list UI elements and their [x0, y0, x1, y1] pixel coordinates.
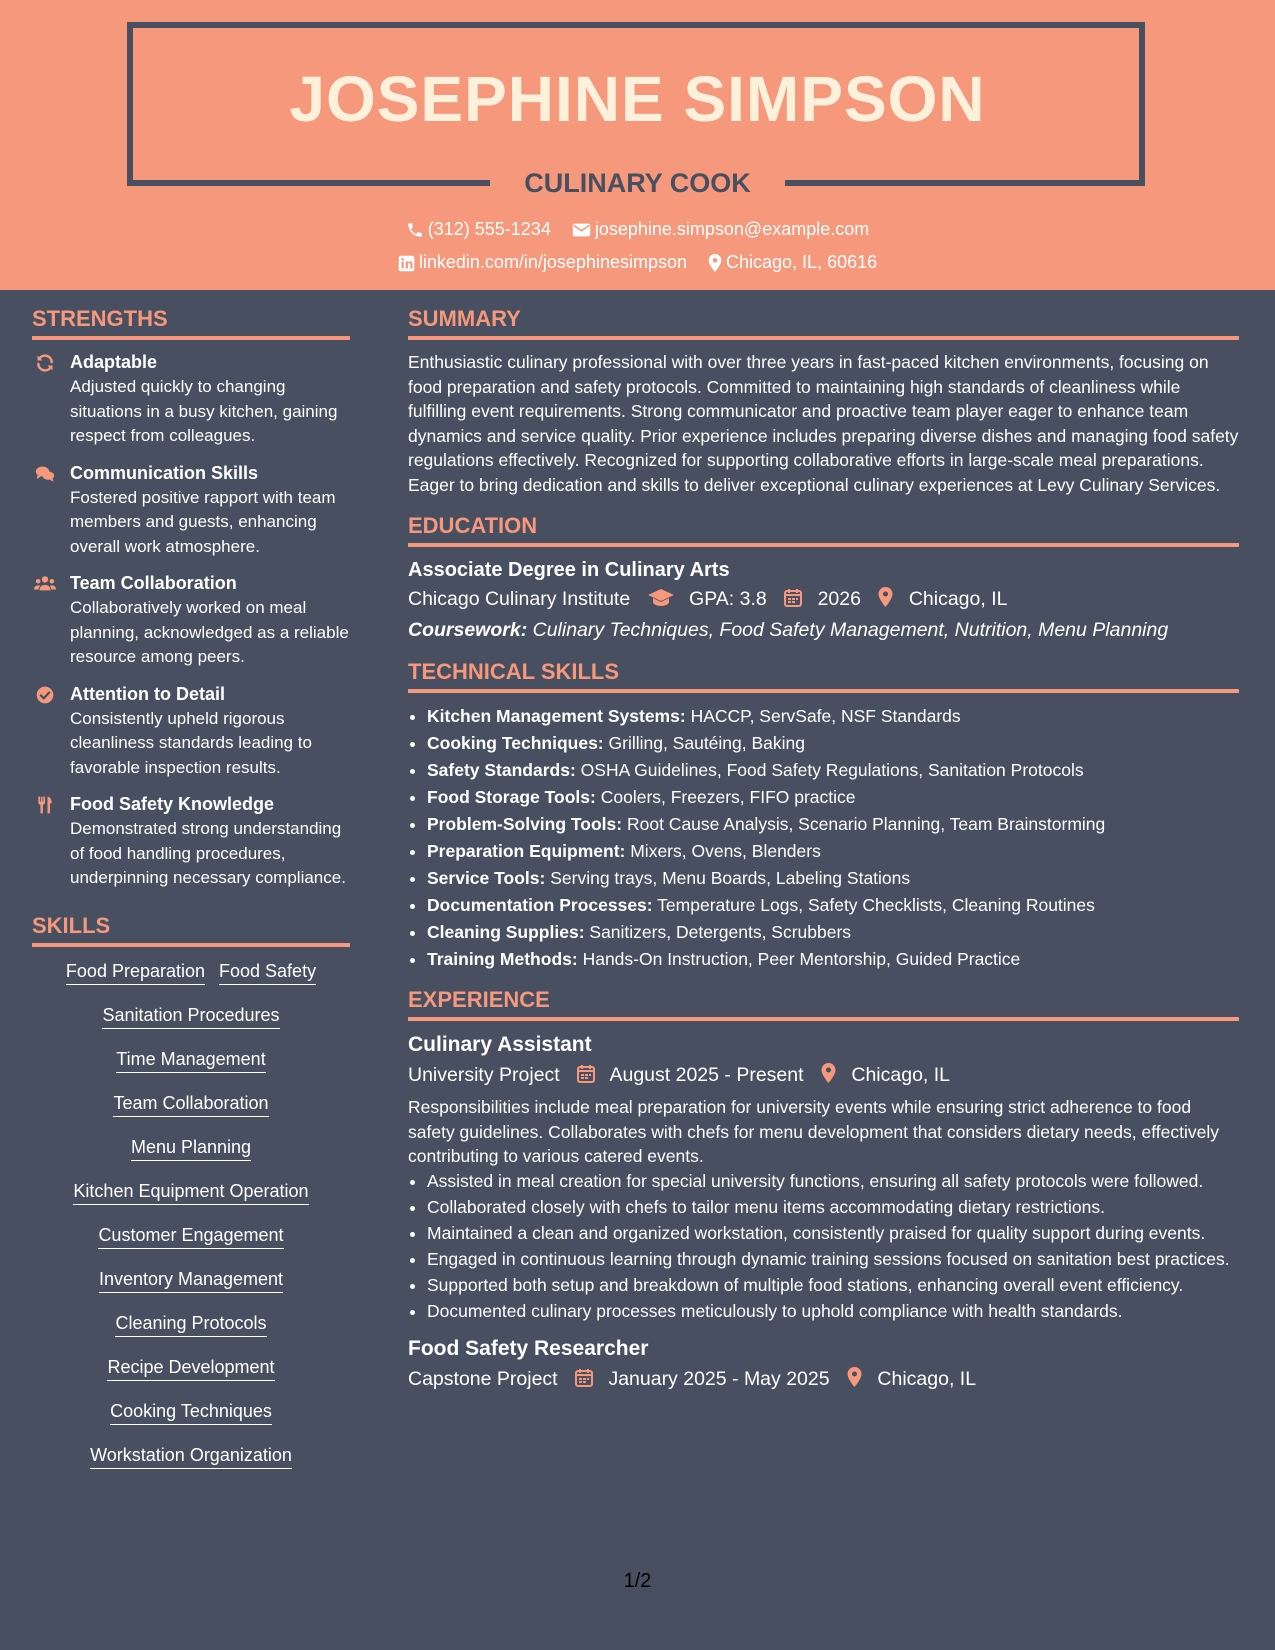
- technical-skills-heading: TECHNICAL SKILLS: [408, 659, 1239, 693]
- job-role: Culinary Assistant: [408, 1033, 592, 1056]
- calendar-icon: [577, 1064, 595, 1083]
- tech-skill-value: HACCP, ServSafe, NSF Standards: [690, 706, 961, 726]
- strength-title: Team Collaboration: [70, 573, 237, 593]
- list-item: • Collaborated closely with chefs to tailor menu items accommodating dietary restrictions.: [427, 1195, 1239, 1219]
- skill-tag: Menu Planning: [131, 1137, 251, 1161]
- skill-tag: Customer Engagement: [98, 1225, 283, 1249]
- experience-entry: [408, 1335, 1239, 1395]
- tech-skill-label: Problem-Solving Tools:: [427, 814, 623, 834]
- skill-tag: Sanitation Procedures: [102, 1005, 279, 1029]
- job-meta: [408, 1363, 1239, 1395]
- tech-skill-value: Root Cause Analysis, Scenario Planning, Team Brainstorming: [626, 814, 1106, 834]
- list-item: [427, 838, 1239, 865]
- school-name: Chicago Culinary Institute: [408, 588, 631, 610]
- job-bullets: [408, 1169, 1239, 1323]
- skills-list: [32, 961, 350, 1489]
- skill-tag: Food Preparation: [66, 961, 205, 985]
- map-pin-icon: [878, 587, 893, 607]
- list-item: [427, 703, 1239, 730]
- skill-tag: Time Management: [116, 1049, 265, 1073]
- tech-skill-label: Food Storage Tools:: [427, 787, 596, 807]
- list-item: [427, 811, 1239, 838]
- calendar-icon: [575, 1368, 593, 1387]
- tech-skill-value: Mixers, Ovens, Blenders: [630, 841, 821, 861]
- page-number: 1/2: [623, 1570, 652, 1592]
- utensils-icon: [34, 795, 56, 815]
- tech-skill-label: Kitchen Management Systems:: [427, 706, 686, 726]
- list-item: [427, 892, 1239, 919]
- skill-tag: Cooking Techniques: [110, 1401, 272, 1425]
- header: [0, 0, 1275, 290]
- job-org: Capstone Project: [408, 1367, 558, 1390]
- job-dates: August 2025 - Present: [609, 1064, 804, 1086]
- coursework-label: Coursework:: [408, 619, 528, 641]
- skill-tag: Recipe Development: [107, 1357, 274, 1381]
- location-text: Chicago, IL, 60616: [726, 252, 878, 272]
- list-item: • Documented culinary processes meticulously to uphold compliance with health standards.: [427, 1299, 1239, 1323]
- skill-tag: Workstation Organization: [90, 1445, 292, 1469]
- job-location: Chicago, IL: [851, 1064, 951, 1086]
- check-circle-icon: [34, 685, 56, 705]
- degree-title: Associate Degree in Culinary Arts: [408, 559, 730, 581]
- tech-skill-label: Documentation Processes:: [427, 895, 653, 915]
- strength-desc: Demonstrated strong understanding of food handling procedures, underpinning necessary compliance.: [70, 819, 346, 887]
- strength-title: Communication Skills: [70, 462, 259, 483]
- education-meta: [408, 583, 1239, 615]
- candidate-name: JOSEPHINE SIMPSON: [289, 63, 986, 135]
- calendar-icon: [784, 588, 802, 607]
- job-org: University Project: [408, 1064, 560, 1086]
- strength-item: [32, 571, 350, 670]
- phone-icon: [406, 221, 424, 239]
- job-dates: January 2025 - May 2025: [608, 1367, 830, 1390]
- strength-item: [32, 792, 350, 891]
- experience-heading: EXPERIENCE: [408, 987, 1239, 1021]
- list-item: • Assisted in meal creation for special university functions, ensuring all safety protocols were followed.: [427, 1169, 1239, 1193]
- strength-title: Attention to Detail: [70, 683, 225, 704]
- strength-item: [32, 350, 350, 449]
- tech-skill-value: Grilling, Sautéing, Baking: [608, 733, 805, 753]
- list-item: [427, 757, 1239, 784]
- tech-skill-value: Sanitizers, Detergents, Scrubbers: [589, 922, 852, 942]
- email-text: josephine.simpson@example.com: [594, 219, 870, 239]
- right-column: [408, 306, 1239, 1395]
- strength-title: Adaptable: [70, 352, 158, 372]
- list-item: [427, 946, 1239, 973]
- linkedin-icon: [398, 255, 415, 272]
- skill-tag: Inventory Management: [99, 1269, 283, 1293]
- strengths-heading: STRENGTHS: [32, 306, 350, 340]
- coursework: [408, 615, 1239, 645]
- phone-contact[interactable]: [406, 219, 556, 239]
- tech-skill-value: Hands-On Instruction, Peer Mentorship, Guided Practice: [582, 949, 1021, 969]
- skills-heading: SKILLS: [32, 913, 350, 947]
- tech-skill-label: Safety Standards:: [427, 760, 576, 780]
- graduation-year: 2026: [817, 588, 861, 610]
- skill-tag: Team Collaboration: [113, 1093, 268, 1117]
- job-location: Chicago, IL: [877, 1367, 977, 1390]
- list-item: [427, 730, 1239, 757]
- contact-row-1: [0, 219, 1275, 240]
- skill-tag: Kitchen Equipment Operation: [73, 1181, 308, 1205]
- tech-skill-value: Serving trays, Menu Boards, Labeling Stations: [550, 868, 911, 888]
- job-description: Responsibilities include meal preparation for university events while ensuring strict adherence to food safety guidelines. Collaborates with chefs for menu development that considers dietary needs, effectively contributing to various catered events.: [408, 1097, 1219, 1166]
- skill-tag: Food Safety: [219, 961, 316, 985]
- tech-skill-value: OSHA Guidelines, Food Safety Regulations, Sanitation Protocols: [580, 760, 1084, 780]
- tech-skill-value: Temperature Logs, Safety Checklists, Cleaning Routines: [657, 895, 1095, 915]
- experience-entry: [408, 1031, 1239, 1323]
- contact-row-2: [0, 252, 1275, 273]
- tech-skill-label: Cleaning Supplies:: [427, 922, 585, 942]
- envelope-icon: [572, 222, 591, 238]
- list-item: • Engaged in continuous learning through dynamic training sessions focused on sanitation best practices.: [427, 1247, 1239, 1271]
- list-item: • Supported both setup and breakdown of multiple food stations, enhancing overall event efficiency.: [427, 1273, 1239, 1297]
- chat-bubbles-icon: [34, 464, 56, 484]
- email-contact[interactable]: [572, 219, 869, 239]
- tech-skill-value: Coolers, Freezers, FIFO practice: [600, 787, 856, 807]
- tech-skill-label: Service Tools:: [427, 868, 546, 888]
- tech-skill-label: Training Methods:: [427, 949, 578, 969]
- location-contact: [708, 252, 877, 272]
- map-pin-icon: [821, 1063, 836, 1083]
- tech-skill-label: Preparation Equipment:: [427, 841, 626, 861]
- strength-desc: Collaboratively worked on meal planning, acknowledged as a reliable resource among peers.: [70, 598, 349, 666]
- job-title: CULINARY COOK: [524, 168, 751, 198]
- users-icon: [34, 574, 56, 594]
- list-item: • Maintained a clean and organized workstation, consistently praised for quality support during events.: [427, 1221, 1239, 1245]
- education-location: Chicago, IL: [908, 588, 1008, 610]
- strength-item: [32, 682, 350, 781]
- linkedin-contact[interactable]: [398, 252, 692, 272]
- strength-desc: Fostered positive rapport with team members and guests, enhancing overall work atmosphere.: [70, 487, 336, 556]
- gpa-text: GPA: 3.8: [689, 588, 767, 610]
- job-meta: [408, 1059, 1239, 1091]
- tech-skill-label: Cooking Techniques:: [427, 733, 604, 753]
- coursework-text: Culinary Techniques, Food Safety Management, Nutrition, Menu Planning: [532, 619, 1169, 641]
- summary-heading: SUMMARY: [408, 306, 1239, 340]
- map-pin-icon: [708, 254, 722, 272]
- phone-text: (312) 555-1234: [427, 219, 551, 239]
- strength-title: Food Safety Knowledge: [70, 794, 275, 814]
- map-pin-icon: [847, 1367, 862, 1387]
- strength-desc: Consistently upheld rigorous cleanliness standards leading to favorable inspection results.: [70, 708, 312, 777]
- skill-tag: Cleaning Protocols: [115, 1313, 266, 1337]
- linkedin-text: linkedin.com/in/josephinesimpson: [418, 252, 687, 272]
- list-item: [427, 919, 1239, 946]
- job-role: Food Safety Researcher: [408, 1336, 649, 1360]
- strength-desc: Adjusted quickly to changing situations in a busy kitchen, gaining respect from colleagues.: [70, 377, 338, 445]
- strength-item: [32, 461, 350, 560]
- refresh-icon: [34, 353, 56, 373]
- list-item: [427, 865, 1239, 892]
- education-heading: EDUCATION: [408, 513, 1239, 547]
- technical-skills-list: [408, 703, 1239, 973]
- summary-text: Enthusiastic culinary professional with over three years in fast-paced kitchen environments, focusing on food preparation and safety protocols. Committed to maintaining high standards of cleanliness while fulfilling event requirements. Strong communicator and proactive team player eager to enhance team dynamics and service quality. Prior experience includes preparing diverse dishes and managing food safety regulations effectively. Recognized for supporting collaborative efforts in large-scale meal preparations. Eager to bring dedication and skills to deliver exceptional culinary experiences at Levy Culinary Services.: [408, 352, 1239, 495]
- list-item: [427, 784, 1239, 811]
- graduation-cap-icon: [648, 589, 674, 607]
- left-column: [32, 306, 350, 1489]
